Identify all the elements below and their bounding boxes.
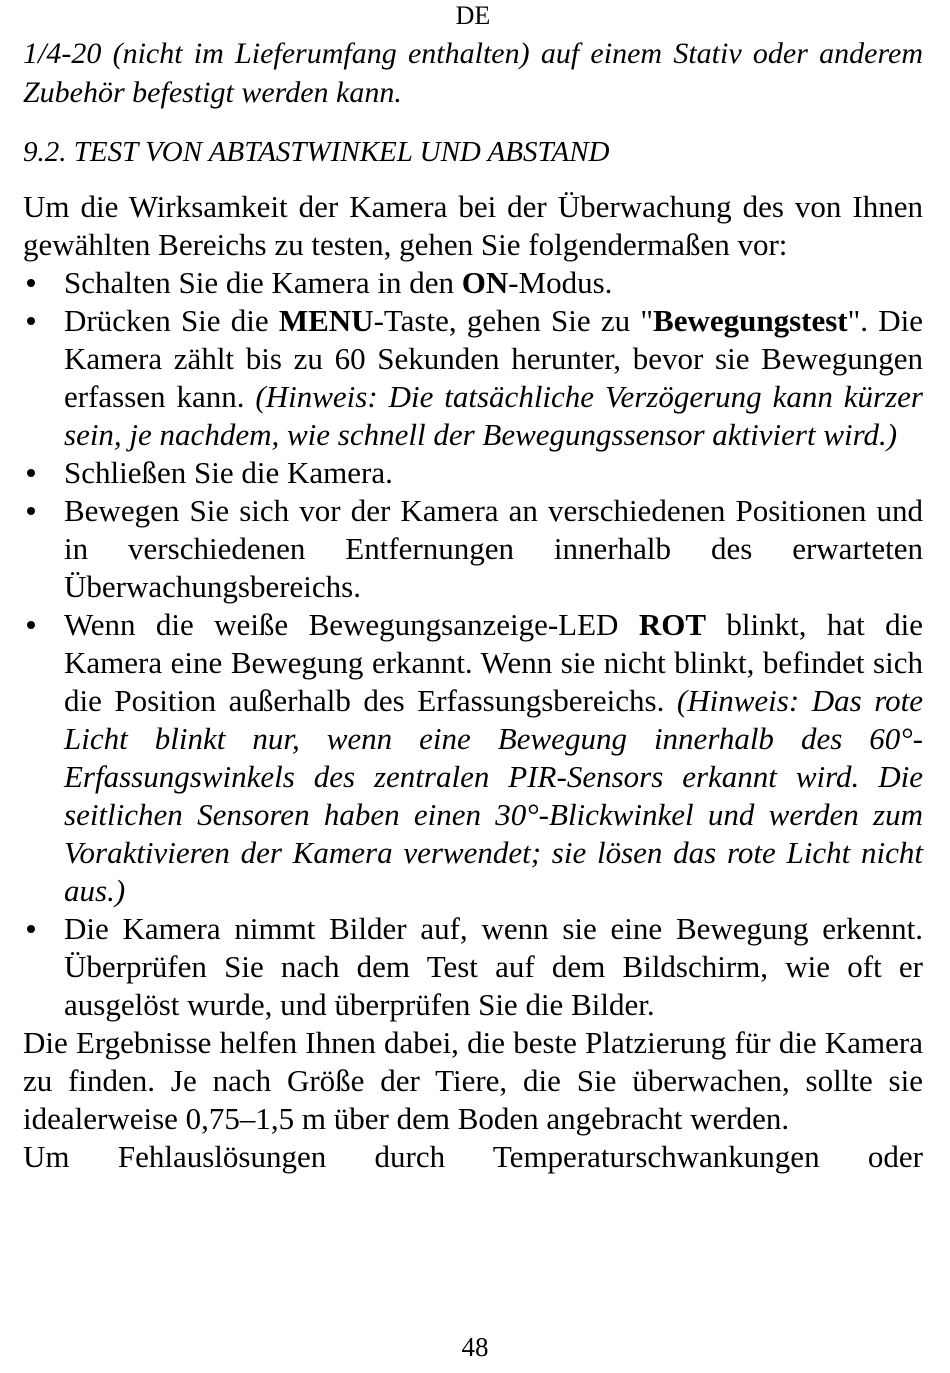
list-item: Drücken Sie die MENU-Taste, gehen Sie zu "Bewegungstest". Die Kamera zählt bis zu 60 Sekunden herunter, bevor sie Bewegungen erfassen kann. (Hinweis: Die tatsächliche Verzögerung kann kürzer sein, je nachdem, wie schnell der Bewegungssensor aktiviert wird.) <box>23 302 923 454</box>
list-item: Die Kamera nimmt Bilder auf, wenn sie eine Bewegung erkennt. Überprüfen Sie nach dem Test auf dem Bildschirm, wie oft er ausgelöst wurde, und überprüfen Sie die Bilder. <box>23 910 923 1024</box>
note-text: (Hinweis: Das rote Licht blinkt nur, wenn eine Bewegung innerhalb des 60°-Erfassungswinkels des zentralen PIR-Sensors erkannt wird. Die seitlichen Sensoren haben einen 30°-Blickwinkel und werden zum Voraktivieren der Kamera verwendet; sie lösen das rote Licht nicht aus.) <box>64 683 923 908</box>
note-text: (Hinweis: Die tatsächliche Verzögerung kann kürzer sein, je nachdem, wie schnell der Bewegungssensor aktiviert wird.) <box>64 379 923 452</box>
list-item: Bewegen Sie sich vor der Kamera an verschiedenen Positionen und in verschiedenen Entfernungen innerhalb des erwarteten Überwachungsbereichs. <box>23 492 923 606</box>
on-mode-label: ON <box>461 265 509 300</box>
document-page <box>23 0 923 1176</box>
red-led-label: ROT <box>638 607 707 642</box>
menu-key-label: MENU <box>278 303 374 338</box>
section-heading <box>23 133 923 171</box>
list-item: Schalten Sie die Kamera in den ON-Modus. <box>23 264 923 302</box>
closing-paragraph: Um Fehlauslösungen durch Temperaturschwankungen oder <box>23 1139 923 1174</box>
section-number: 9.2. <box>23 136 67 168</box>
motion-test-label: Bewegungstest <box>653 303 848 338</box>
result-paragraph: Die Ergebnisse helfen Ihnen dabei, die beste Platzierung für die Kamera zu finden. Je nach Größe der Tiere, die Sie überwachen, sollte sie idealerweise 0,75–1,5 m über dem Boden angebracht werden. <box>23 1025 923 1136</box>
list-item: Schließen Sie die Kamera. <box>23 454 923 492</box>
intro-paragraph: 1/4-20 (nicht im Lieferumfang enthalten) auf einem Stativ oder anderem Zubehör befestigt werden kann. <box>23 37 923 109</box>
section-title: TEST VON ABTASTWINKEL UND ABSTAND <box>73 136 610 168</box>
page-number: 48 <box>461 1332 489 1362</box>
steps-list <box>23 264 923 1024</box>
list-item: Wenn die weiße Bewegungsanzeige-LED ROT blinkt, hat die Kamera eine Bewegung erkannt. Wenn sie nicht blinkt, befindet sich die Position außerhalb des Erfassungsbereichs. (Hinweis: Das rote Licht blinkt nur, wenn eine Bewegung innerhalb des 60°-Erfassungswinkels des zentralen PIR-Sensors erkannt wird. Die seitlichen Sensoren haben einen 30°-Blickwinkel und werden zum Voraktivieren der Kamera verwendet; sie lösen das rote Licht nicht aus.) <box>23 606 923 910</box>
lead-paragraph: Um die Wirksamkeit der Kamera bei der Überwachung des von Ihnen gewählten Bereichs zu testen, gehen Sie folgendermaßen vor: <box>23 189 923 262</box>
language-header: DE <box>455 1 491 30</box>
